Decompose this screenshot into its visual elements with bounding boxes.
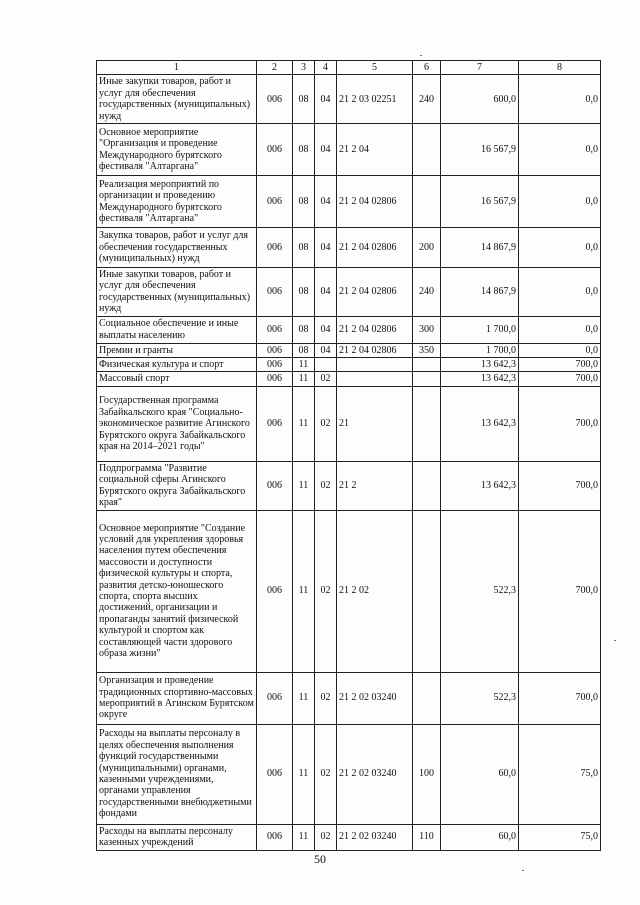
table-row — [97, 358, 601, 372]
row-value-cell-c5: 21 2 02 — [337, 510, 413, 672]
row-value-cell-c2: 006 — [257, 358, 293, 372]
row-value-cell-c2: 006 — [257, 176, 293, 228]
row-value-cell-c6 — [413, 672, 441, 724]
row-value-cell-c3: 11 — [293, 672, 315, 724]
row-value-cell-c6: 240 — [413, 268, 441, 317]
row-value-cell-c2: 006 — [257, 124, 293, 176]
row-value-cell-c8: 0,0 — [519, 343, 601, 357]
row-value-cell-c7: 522,3 — [441, 672, 519, 724]
header-cell: 1 — [97, 61, 257, 75]
row-value-cell-c4: 02 — [315, 372, 337, 386]
row-value-cell-c4: 02 — [315, 724, 337, 824]
scan-speck — [614, 640, 616, 641]
row-value-cell-c6: 100 — [413, 724, 441, 824]
row-value-cell-c2: 006 — [257, 372, 293, 386]
row-value-cell-c2: 006 — [257, 386, 293, 461]
row-value-cell-c5: 21 2 04 02806 — [337, 228, 413, 268]
row-value-cell-c5: 21 2 04 02806 — [337, 316, 413, 343]
row-value-cell-c8: 700,0 — [519, 510, 601, 672]
table-row — [97, 372, 601, 386]
row-value-cell-c5: 21 2 02 03240 — [337, 672, 413, 724]
table-row — [97, 75, 601, 124]
table-row — [97, 176, 601, 228]
row-value-cell-c3: 08 — [293, 124, 315, 176]
row-value-cell-c8: 0,0 — [519, 176, 601, 228]
row-value-cell-c5 — [337, 358, 413, 372]
table-header-row — [97, 61, 601, 75]
row-value-cell-c6: 350 — [413, 343, 441, 357]
row-name-cell: Иные закупки товаров, работ и услуг для обеспечения государственных (муниципальных) нужд — [97, 268, 257, 317]
header-cell: 5 — [337, 61, 413, 75]
row-value-cell-c3: 11 — [293, 461, 315, 510]
header-cell: 4 — [315, 61, 337, 75]
row-value-cell-c6 — [413, 176, 441, 228]
table-row — [97, 461, 601, 510]
row-value-cell-c8: 75,0 — [519, 724, 601, 824]
row-value-cell-c3: 08 — [293, 268, 315, 317]
row-value-cell-c7: 13 642,3 — [441, 386, 519, 461]
scan-speck — [522, 870, 524, 871]
row-value-cell-c3: 11 — [293, 386, 315, 461]
row-value-cell-c3: 11 — [293, 372, 315, 386]
row-value-cell-c7: 14 867,9 — [441, 268, 519, 317]
row-value-cell-c5: 21 2 04 02806 — [337, 176, 413, 228]
row-name-cell: Закупка товаров, работ и услуг для обеспечения государственных (муниципальных) нужд — [97, 228, 257, 268]
row-name-cell: Организация и проведение традиционных спортивно-массовых мероприятий в Агинском Бурятском округе — [97, 672, 257, 724]
row-value-cell-c7: 60,0 — [441, 724, 519, 824]
row-value-cell-c2: 006 — [257, 316, 293, 343]
row-name-cell: Социальное обеспечение и иные выплаты населению — [97, 316, 257, 343]
row-value-cell-c4: 02 — [315, 461, 337, 510]
table-row — [97, 316, 601, 343]
row-value-cell-c6: 240 — [413, 75, 441, 124]
row-value-cell-c3: 08 — [293, 176, 315, 228]
row-value-cell-c4: 04 — [315, 75, 337, 124]
row-value-cell-c8: 0,0 — [519, 124, 601, 176]
row-value-cell-c7: 13 642,3 — [441, 372, 519, 386]
row-value-cell-c6: 200 — [413, 228, 441, 268]
row-value-cell-c2: 006 — [257, 824, 293, 850]
row-value-cell-c6 — [413, 461, 441, 510]
budget-table — [96, 60, 601, 851]
row-value-cell-c4: 02 — [315, 510, 337, 672]
row-name-cell: Основное мероприятие "Создание условий для укрепления здоровья населения путем обеспечения массовости и доступности физической культуры и спорта, развития детско-юношеского спорта, спорта высших достижений, организации и пропаганды занятий физической культурой и спортом как составляющей части здорового образа жизни" — [97, 510, 257, 672]
row-value-cell-c7: 16 567,9 — [441, 176, 519, 228]
row-name-cell: Подпрограмма "Развитие социальной сферы Агинского Бурятского округа Забайкальского края" — [97, 461, 257, 510]
row-value-cell-c8: 0,0 — [519, 268, 601, 317]
row-value-cell-c2: 006 — [257, 75, 293, 124]
row-value-cell-c4: 04 — [315, 343, 337, 357]
row-value-cell-c8: 0,0 — [519, 228, 601, 268]
row-value-cell-c5 — [337, 372, 413, 386]
row-value-cell-c4: 02 — [315, 824, 337, 850]
scan-speck — [420, 55, 422, 56]
row-value-cell-c5: 21 2 03 02251 — [337, 75, 413, 124]
row-value-cell-c4: 04 — [315, 228, 337, 268]
table-row — [97, 124, 601, 176]
row-value-cell-c7: 1 700,0 — [441, 316, 519, 343]
row-name-cell: Основное мероприятие "Организация и проведение Международного бурятского фестиваля "Алтаргана" — [97, 124, 257, 176]
row-name-cell: Расходы на выплаты персоналу казенных учреждений — [97, 824, 257, 850]
row-value-cell-c2: 006 — [257, 268, 293, 317]
row-value-cell-c3: 11 — [293, 824, 315, 850]
row-value-cell-c5: 21 2 02 03240 — [337, 724, 413, 824]
row-value-cell-c8: 700,0 — [519, 386, 601, 461]
table-row — [97, 228, 601, 268]
row-name-cell: Массовый спорт — [97, 372, 257, 386]
table-row — [97, 724, 601, 824]
row-value-cell-c6 — [413, 372, 441, 386]
row-value-cell-c2: 006 — [257, 510, 293, 672]
row-value-cell-c7: 522,3 — [441, 510, 519, 672]
row-value-cell-c7: 13 642,3 — [441, 358, 519, 372]
row-value-cell-c4: 04 — [315, 268, 337, 317]
row-value-cell-c4 — [315, 358, 337, 372]
page-number: 50 — [314, 852, 326, 866]
row-value-cell-c6 — [413, 510, 441, 672]
row-value-cell-c4: 04 — [315, 176, 337, 228]
row-value-cell-c4: 02 — [315, 672, 337, 724]
row-value-cell-c3: 11 — [293, 724, 315, 824]
row-value-cell-c7: 600,0 — [441, 75, 519, 124]
row-value-cell-c2: 006 — [257, 724, 293, 824]
row-value-cell-c5: 21 2 04 02806 — [337, 268, 413, 317]
header-cell: 2 — [257, 61, 293, 75]
row-value-cell-c8: 0,0 — [519, 75, 601, 124]
header-cell: 7 — [441, 61, 519, 75]
row-value-cell-c3: 08 — [293, 75, 315, 124]
row-value-cell-c2: 006 — [257, 228, 293, 268]
row-name-cell: Иные закупки товаров, работ и услуг для обеспечения государственных (муниципальных) нужд — [97, 75, 257, 124]
row-value-cell-c5: 21 2 02 03240 — [337, 824, 413, 850]
header-cell: 6 — [413, 61, 441, 75]
row-value-cell-c4: 04 — [315, 124, 337, 176]
row-value-cell-c4: 02 — [315, 386, 337, 461]
row-value-cell-c8: 0,0 — [519, 316, 601, 343]
row-value-cell-c6 — [413, 124, 441, 176]
header-cell: 8 — [519, 61, 601, 75]
row-value-cell-c3: 11 — [293, 358, 315, 372]
table-row — [97, 672, 601, 724]
row-value-cell-c8: 700,0 — [519, 372, 601, 386]
table-row — [97, 268, 601, 317]
row-value-cell-c6 — [413, 386, 441, 461]
row-value-cell-c8: 700,0 — [519, 358, 601, 372]
row-value-cell-c7: 60,0 — [441, 824, 519, 850]
row-value-cell-c8: 700,0 — [519, 672, 601, 724]
row-value-cell-c7: 16 567,9 — [441, 124, 519, 176]
table-row — [97, 824, 601, 850]
row-value-cell-c7: 13 642,3 — [441, 461, 519, 510]
row-name-cell: Государственная программа Забайкальского края "Социально-экономическое развитие Агинского Бурятского округа Забайкальского края на 2014–2021 годы" — [97, 386, 257, 461]
row-value-cell-c3: 08 — [293, 343, 315, 357]
row-value-cell-c5: 21 2 — [337, 461, 413, 510]
row-value-cell-c7: 14 867,9 — [441, 228, 519, 268]
row-value-cell-c7: 1 700,0 — [441, 343, 519, 357]
row-value-cell-c5: 21 2 04 02806 — [337, 343, 413, 357]
header-cell: 3 — [293, 61, 315, 75]
table-row — [97, 386, 601, 461]
row-name-cell: Расходы на выплаты персоналу в целях обеспечения выполнения функций государственными (муниципальными) органами, казенными учреждениями, органами управления государственными внебюджетными фондами — [97, 724, 257, 824]
row-value-cell-c2: 006 — [257, 461, 293, 510]
table-row — [97, 343, 601, 357]
row-value-cell-c6: 110 — [413, 824, 441, 850]
row-value-cell-c8: 75,0 — [519, 824, 601, 850]
row-value-cell-c2: 006 — [257, 343, 293, 357]
row-value-cell-c5: 21 — [337, 386, 413, 461]
row-value-cell-c5: 21 2 04 — [337, 124, 413, 176]
table-row — [97, 510, 601, 672]
row-value-cell-c3: 08 — [293, 228, 315, 268]
row-value-cell-c6: 300 — [413, 316, 441, 343]
row-value-cell-c6 — [413, 358, 441, 372]
row-name-cell: Физическая культура и спорт — [97, 358, 257, 372]
row-value-cell-c3: 11 — [293, 510, 315, 672]
row-name-cell: Премии и гранты — [97, 343, 257, 357]
row-value-cell-c3: 08 — [293, 316, 315, 343]
row-value-cell-c4: 04 — [315, 316, 337, 343]
row-name-cell: Реализация мероприятий по организации и проведению Международного бурятского фестиваля "Алтаргана" — [97, 176, 257, 228]
row-value-cell-c8: 700,0 — [519, 461, 601, 510]
row-value-cell-c2: 006 — [257, 672, 293, 724]
